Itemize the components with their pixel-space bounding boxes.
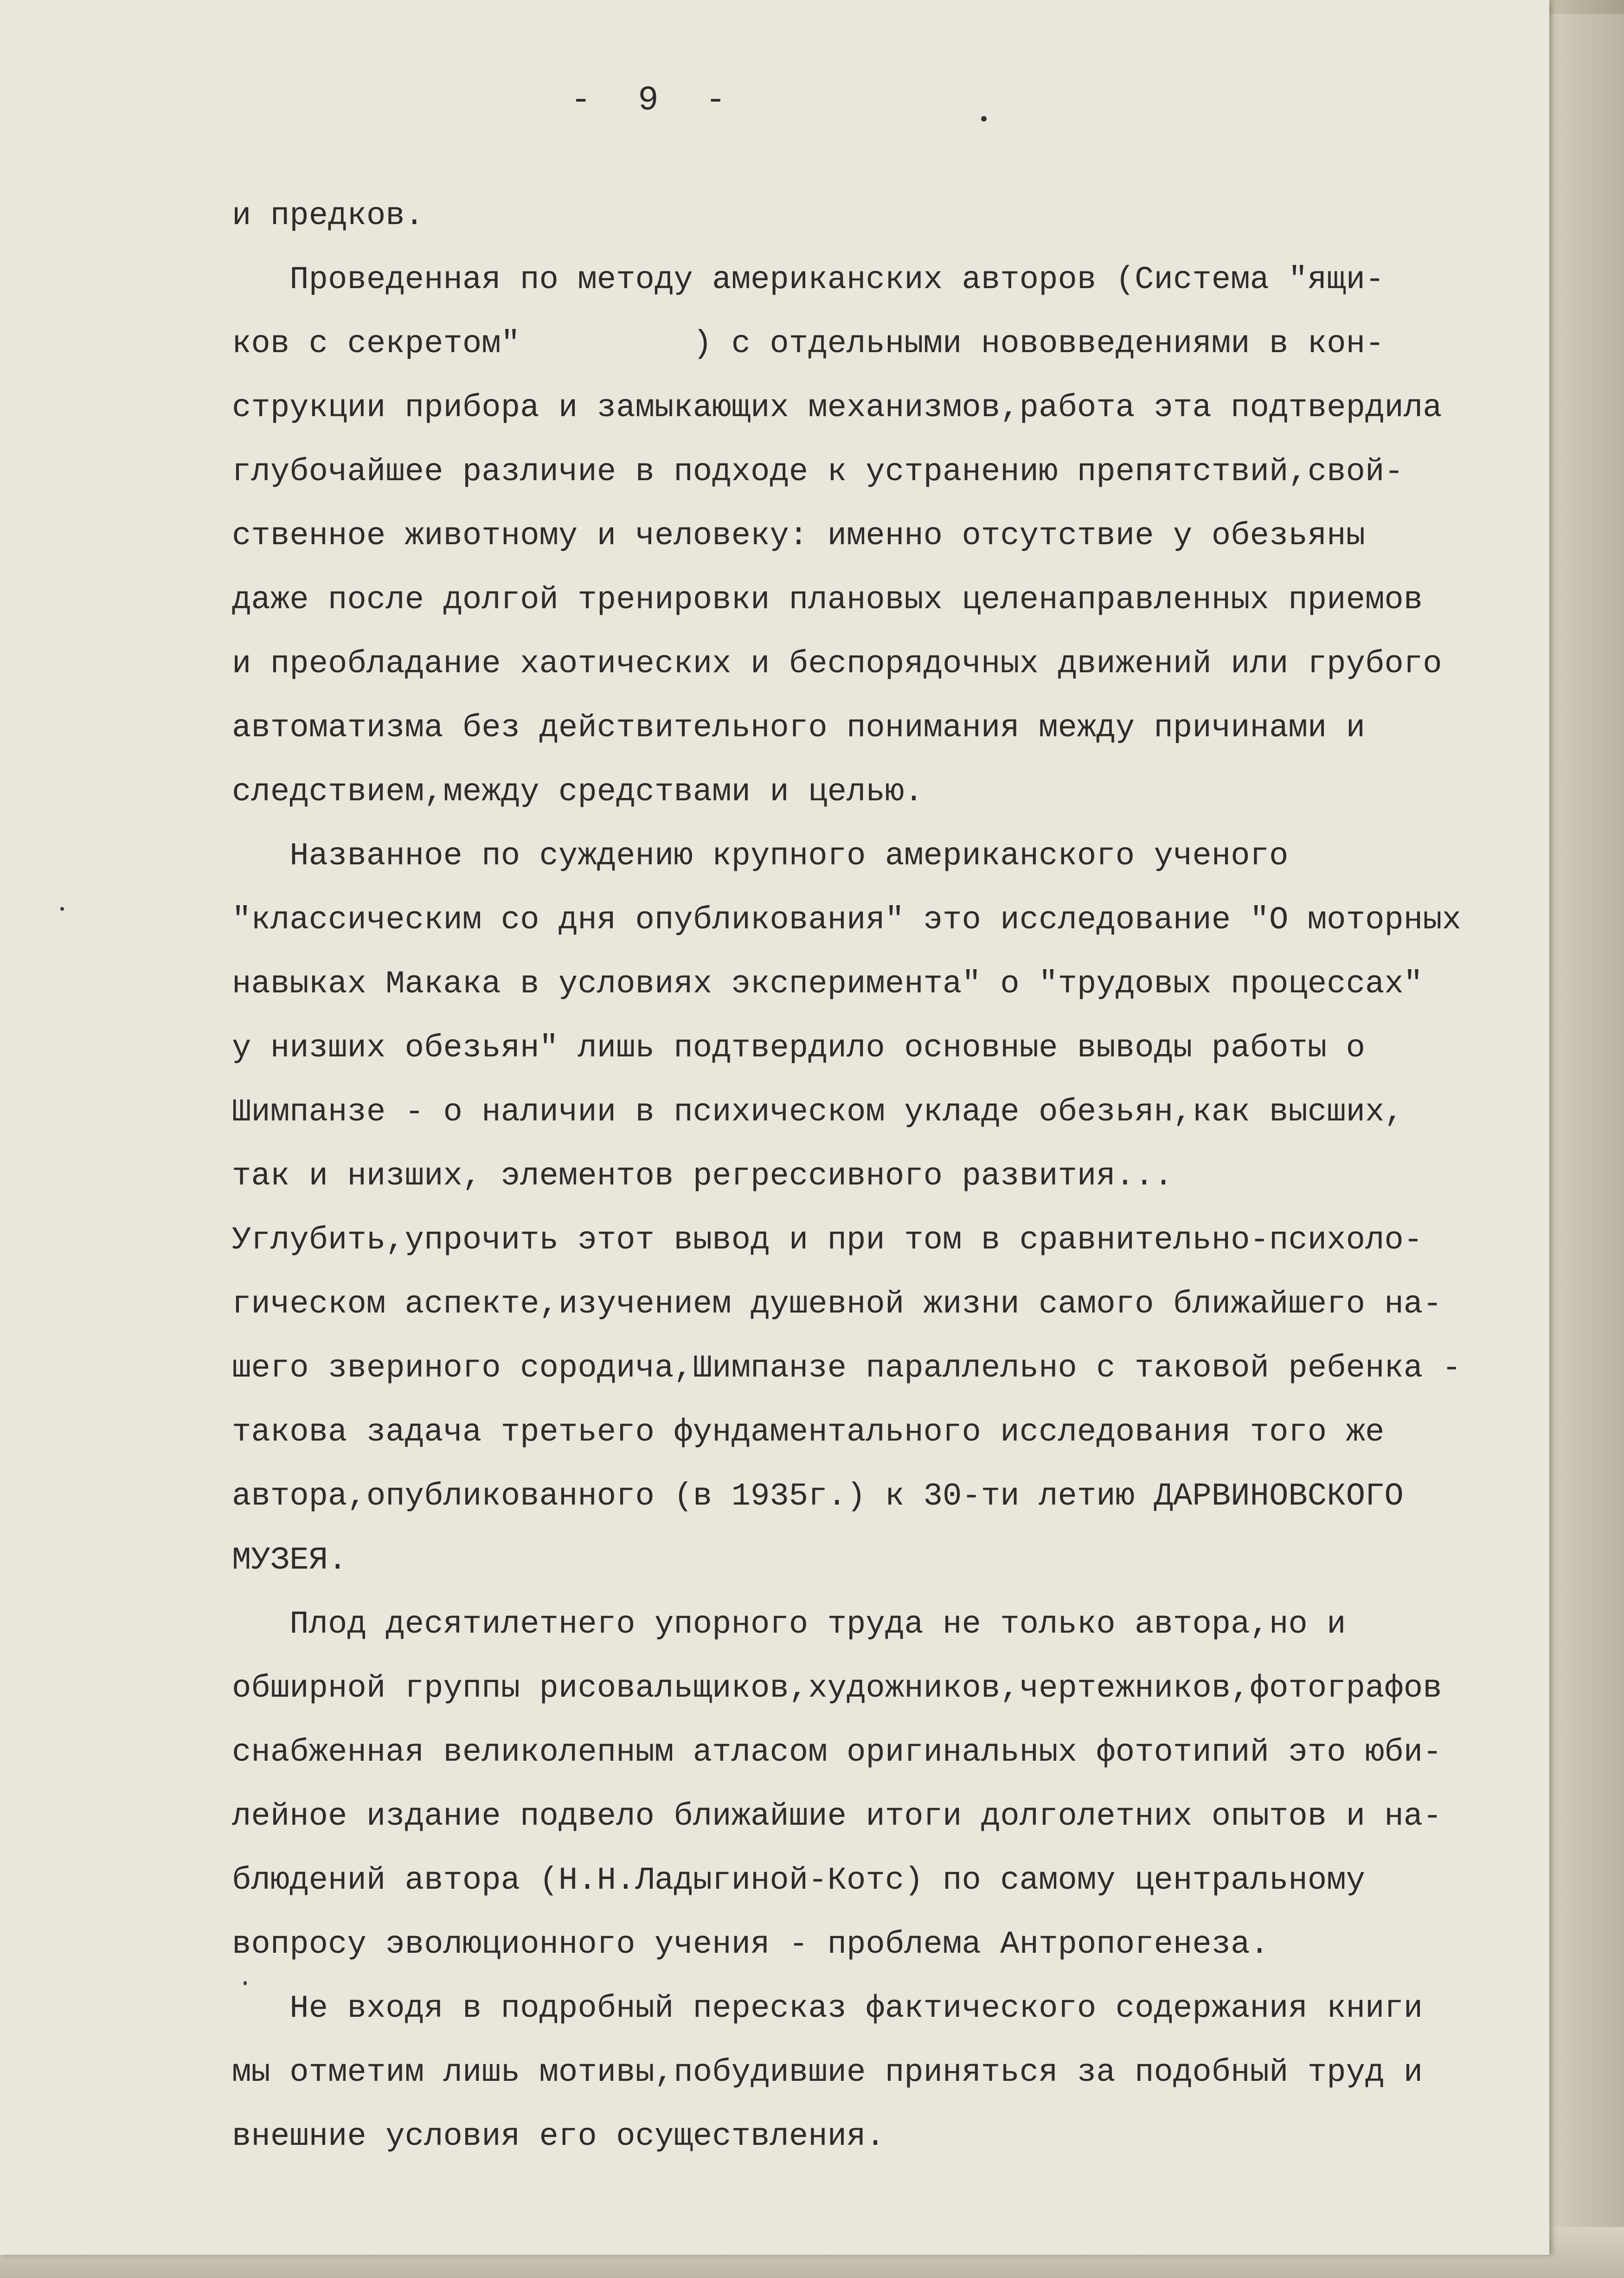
ink-dot [60, 907, 64, 911]
text-line: "классическим со дня опубликования" это исследование "О моторных [232, 902, 1462, 938]
text-line: Не входя в подробный пересказ фактического содержания книги [232, 1990, 1423, 2027]
text-line: навыках Макака в условиях эксперимента" о "трудовых процессах" [232, 966, 1423, 1002]
text-line: ственное животному и человеку: именно отсутствие у обезьяны [232, 518, 1365, 554]
text-line: Шимпанзе - о наличии в психическом укладе обезьян,как высших, [232, 1094, 1404, 1130]
text-line: Углубить,упрочить этот вывод и при том в сравнительно-психоло- [232, 1222, 1423, 1258]
text-line: внешние условия его осуществления. [232, 2118, 885, 2155]
text-line: автора,опубликованного (в 1935г.) к 30-ти летию ДАРВИНОВСКОГО [232, 1478, 1404, 1514]
ink-dot [981, 116, 987, 122]
text-line: шего звериного сородича,Шимпанзе параллельно с таковой ребенка - [232, 1350, 1462, 1386]
text-line: и предков. [232, 198, 424, 234]
text-line: гическом аспекте,изучением душевной жизни самого ближайшего на- [232, 1286, 1442, 1322]
text-line: так и низших, элементов регрессивного развития... [232, 1158, 1173, 1194]
text-line: Названное по суждению крупного американского ученого [232, 838, 1289, 874]
text-line: МУЗЕЯ. [232, 1542, 347, 1578]
text-line: вопросу эволюционного учения - проблема Антропогенеза. [232, 1926, 1269, 1963]
text-line: струкции прибора и замыкающих механизмов,работа эта подтвердила [232, 390, 1442, 426]
text-line: обширной группы рисовальщиков,художников,чертежников,фотографов [232, 1670, 1442, 1706]
text-line: такова задача третьего фундаментального исследования того же [232, 1414, 1385, 1450]
text-line: лейное издание подвело ближайшие итоги долголетних опытов и на- [232, 1798, 1442, 1834]
body-text [232, 184, 1531, 2169]
text-line: у низших обезьян" лишь подтвердило основные выводы работы о [232, 1030, 1365, 1066]
text-line: даже после долгой тренировки плановых целенаправленных приемов [232, 582, 1423, 618]
page-number: - 9 - [571, 81, 728, 120]
text-line: и преобладание хаотических и беспорядочных движений или грубого [232, 646, 1442, 682]
text-line: мы отметим лишь мотивы,побудившие приняться за подобный труд и [232, 2054, 1423, 2091]
text-line: Плод десятилетнего упорного труда не только автора,но и [232, 1606, 1346, 1642]
text-line: ков с секретом" ) с отдельными нововведениями в кон- [232, 326, 1385, 362]
text-line: Проведенная по методу американских авторов (Система "ящи- [232, 262, 1385, 298]
text-line: снабженная великолепным атласом оригинальных фототипий это юби- [232, 1734, 1442, 1770]
text-line: автоматизма без действительного понимания между причинами и [232, 710, 1365, 746]
text-line: блюдений автора (Н.Н.Ладыгиной-Котс) по самому центральному [232, 1862, 1365, 1898]
text-line: глубочайшее различие в подходе к устранению препятствий,свой- [232, 454, 1404, 490]
text-line: следствием,между средствами и целью. [232, 774, 924, 810]
